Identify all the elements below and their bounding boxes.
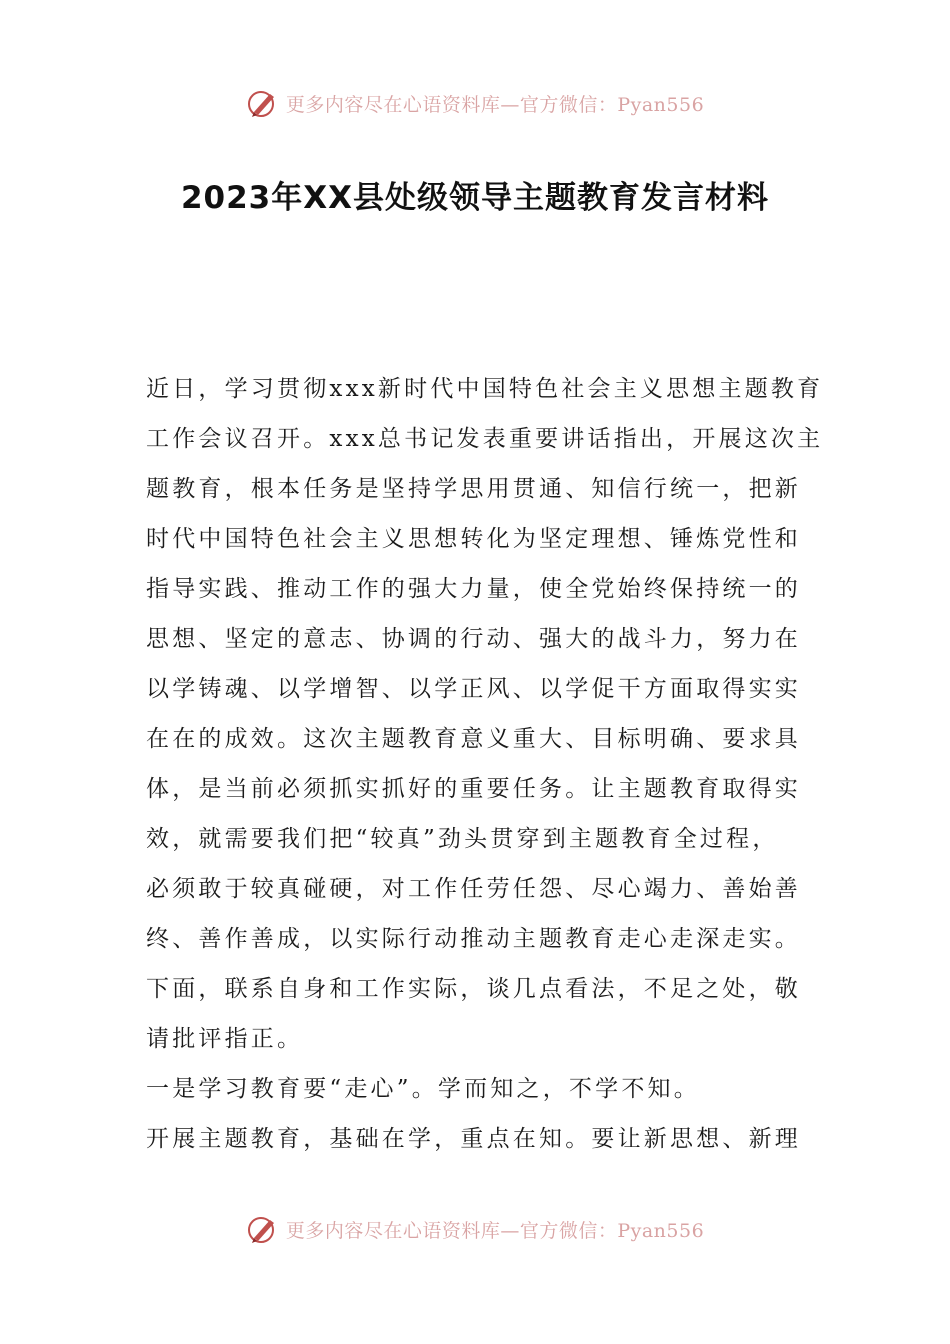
text-line: 近日，学习贯彻xxx新时代中国特色社会主义思想主题教育 (146, 376, 824, 402)
watermark-header (0, 86, 950, 120)
text-line: 在在的成效。这次主题教育意义重大、目标明确、要求具 (146, 726, 801, 752)
text-line: 体，是当前必须抓实抓好的重要任务。让主题教育取得实 (146, 776, 801, 802)
pen-logo-icon (246, 1212, 280, 1246)
text-line: 下面，联系自身和工作实际，谈几点看法，不足之处，敬 (146, 976, 801, 1002)
paragraph-study (146, 1114, 806, 1164)
text-line: 题教育，根本任务是坚持学思用贯通、知信行统一，把新 (146, 476, 801, 502)
text-line: 效，就需要我们把“较真”劲头贯穿到主题教育全过程， (146, 826, 779, 852)
text-line: 终、善作善成，以实际行动推动主题教育走心走深走实。 (146, 926, 801, 952)
text-line: 必须敢于较真碰硬，对工作任劳任怨、尽心竭力、善始善 (146, 876, 801, 902)
text-line: 指导实践、推动工作的强大力量，使全党始终保持统一的 (146, 576, 801, 602)
heading-line: 一是学习教育要“走心”。学而知之，不学不知。 (146, 1076, 700, 1102)
pen-logo-icon (246, 86, 280, 120)
watermark-footer (0, 1212, 950, 1246)
document-body (146, 364, 824, 1164)
document-title: 2023年XX县处级领导主题教育发言材料 (180, 180, 770, 216)
paragraph-intro (146, 364, 824, 1064)
text-line: 请批评指正。 (146, 1026, 304, 1052)
text-line: 思想、坚定的意志、协调的行动、强大的战斗力，努力在 (146, 626, 801, 652)
watermark-text: 更多内容尽在心语资料库—官方微信：Pyan556 (285, 93, 705, 116)
text-line: 工作会议召开。xxx总书记发表重要讲话指出，开展这次主 (146, 426, 824, 452)
text-line: 开展主题教育，基础在学，重点在知。要让新思想、新理 (146, 1126, 801, 1152)
text-line: 以学铸魂、以学增智、以学正风、以学促干方面取得实实 (146, 676, 801, 702)
section-heading-1 (146, 1064, 806, 1114)
text-line: 时代中国特色社会主义思想转化为坚定理想、锤炼党性和 (146, 526, 801, 552)
watermark-text: 更多内容尽在心语资料库—官方微信：Pyan556 (285, 1219, 705, 1242)
